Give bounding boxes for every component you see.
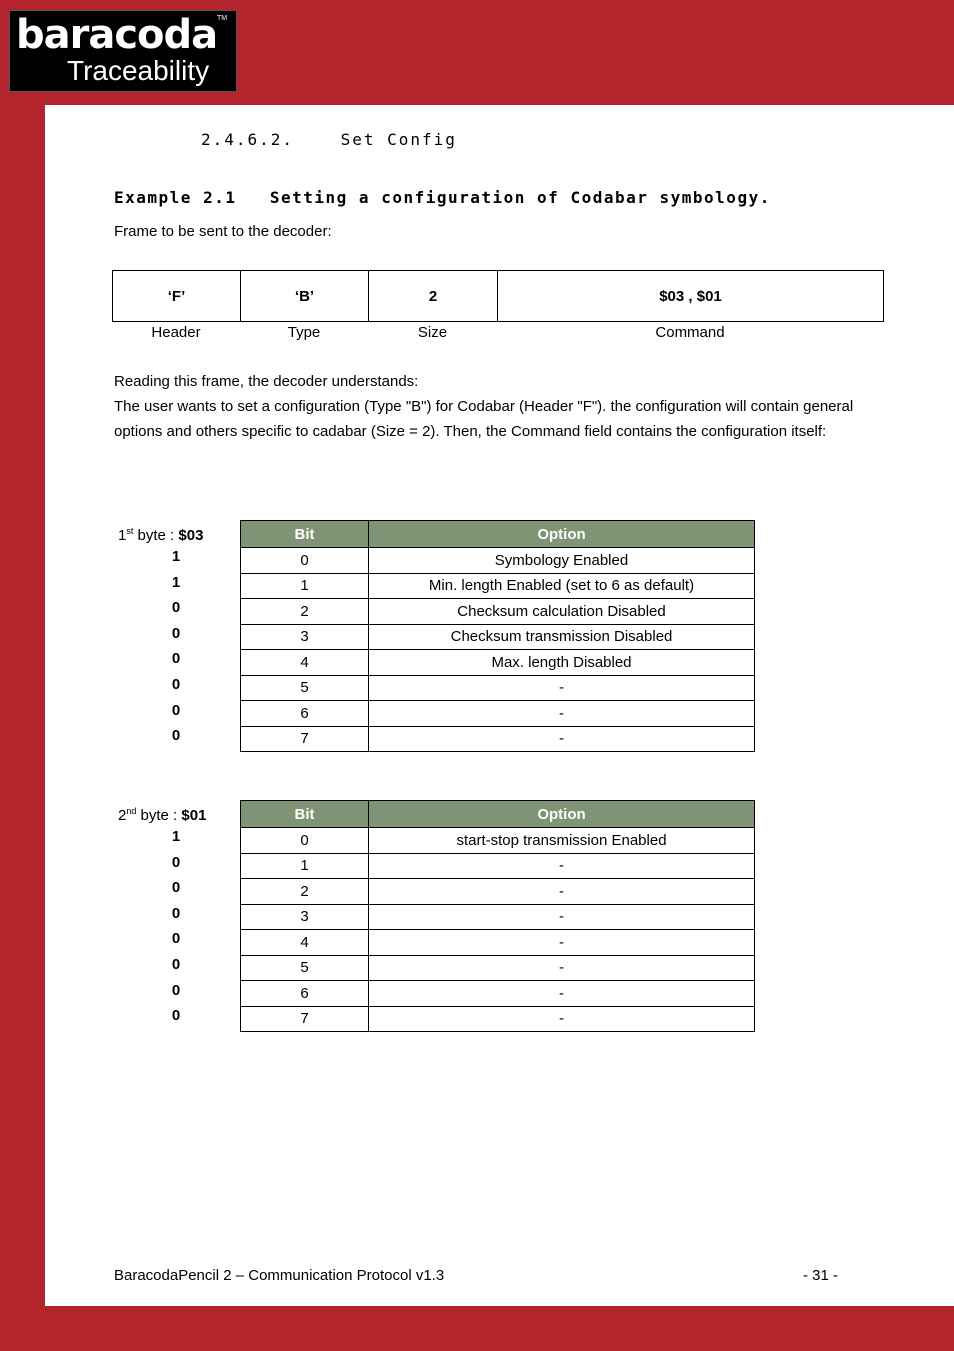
byte2-bit-value: 0 [171,879,181,897]
option-cell: - [369,904,755,930]
option-column-header: Option [369,801,755,828]
table-row [241,573,755,599]
byte1-bit-value: 0 [171,675,181,693]
option-cell: - [369,675,755,701]
bit-cell: 1 [241,573,369,599]
frame-table [112,270,884,322]
option-cell: - [369,853,755,879]
byte2-bit-value: 0 [171,955,181,973]
baracoda-logo [9,10,237,92]
byte2-label-num: 2 [118,807,127,824]
option-cell: Max. length Disabled [369,650,755,676]
table-row [241,955,755,981]
table-row [241,675,755,701]
byte2-bit-value: 1 [171,828,181,845]
byte1-bit-value: 0 [171,650,181,668]
bit-cell: 6 [241,981,369,1007]
bit-cell: 4 [241,930,369,956]
example-title: Example 2.1 Setting a configuration of Codabar symbology. [114,188,771,207]
byte1-label-num: 1 [118,527,127,544]
table-row [241,624,755,650]
table-row [241,701,755,727]
frame-header-cell: ‘F’ [113,271,241,322]
frame-label-size: Size [417,324,448,341]
frame-command-cell: $03 , $01 [498,271,884,322]
bit-cell: 7 [241,1006,369,1032]
table-row [241,1006,755,1032]
option-cell: - [369,701,755,727]
bit-cell: 3 [241,904,369,930]
byte2-label-text: byte : [136,807,182,824]
section-title: 2.4.6.2. Set Config [201,130,457,149]
option-cell: - [369,726,755,752]
option-cell: - [369,1006,755,1032]
table-row [241,981,755,1007]
bit-cell: 2 [241,879,369,905]
byte1-label-value: $03 [178,527,204,544]
bit-cell: 0 [241,828,369,854]
byte1-label-sup: st [126,526,134,536]
byte2-bit-value: 0 [171,930,181,948]
byte2-bit-value: 0 [171,853,181,871]
bit-cell: 0 [241,548,369,574]
table-row [241,548,755,574]
frame-size-cell: 2 [369,271,498,322]
table-row [241,879,755,905]
table-row [241,828,755,854]
table-row [241,904,755,930]
table-row [241,853,755,879]
table-row [241,650,755,676]
byte2-table [240,800,755,1032]
reading-line-2: The user wants to set a configuration (Type "B") for Codabar (Header "F"). the configuration will contain general options and others specific to cadabar (Size = 2). Then, the Command field contains the configuration itself: [114,398,854,440]
byte1-bit-value: 0 [171,624,181,642]
frame-label-command: Command [655,324,725,341]
frame-labels [112,322,883,344]
option-cell: - [369,955,755,981]
frame-intro: Frame to be sent to the decoder: [114,223,332,240]
option-cell: Symbology Enabled [369,548,755,574]
option-cell: start-stop transmission Enabled [369,828,755,854]
option-column-header: Option [369,521,755,548]
byte1-values [112,519,240,749]
bit-cell: 3 [241,624,369,650]
bit-cell: 6 [241,701,369,727]
table-row [241,930,755,956]
bit-cell: 1 [241,853,369,879]
reading-paragraph [114,369,854,444]
bit-cell: 5 [241,955,369,981]
byte1-bit-value: 0 [171,727,181,745]
logo-brand: baracoda [16,12,218,58]
bit-cell: 2 [241,599,369,625]
table-header-row [241,801,755,828]
byte2-values [112,799,240,1029]
option-cell: Checksum calculation Disabled [369,599,755,625]
byte2-bit-value: 0 [171,1007,181,1025]
byte1-bit-value: 0 [171,599,181,617]
bit-column-header: Bit [241,801,369,828]
bit-cell: 4 [241,650,369,676]
byte2-label [112,799,240,824]
reading-line-1: Reading this frame, the decoder understands: [114,373,419,390]
frame-label-header: Header [151,324,201,341]
page-number: - 31 - [803,1267,839,1284]
logo-tagline: Traceability [67,55,210,86]
byte2-bit-value: 0 [171,981,181,999]
option-cell: - [369,981,755,1007]
bit-cell: 7 [241,726,369,752]
byte1-label [112,519,240,544]
table-row [241,599,755,625]
frame-type-cell: ‘B’ [241,271,369,322]
option-cell: - [369,879,755,905]
footer-title: BaracodaPencil 2 – Communication Protocol v1.3 [114,1267,445,1284]
table-header-row [241,521,755,548]
option-cell: Checksum transmission Disabled [369,624,755,650]
byte2-label-value: $01 [181,807,207,824]
bit-column-header: Bit [241,521,369,548]
byte1-bit-value: 1 [171,573,181,591]
byte1-bit-value: 1 [171,548,181,565]
byte1-label-text: byte : [133,527,179,544]
byte2-bit-value: 0 [171,904,181,922]
frame-label-type: Type [287,324,321,341]
option-cell: Min. length Enabled (set to 6 as default) [369,573,755,599]
byte2-label-sup: nd [126,806,137,816]
logo-trademark: TM [217,15,228,22]
option-cell: - [369,930,755,956]
byte1-table [240,520,755,752]
table-row [241,726,755,752]
byte1-bit-value: 0 [171,701,181,719]
frame-row [113,271,884,322]
bit-cell: 5 [241,675,369,701]
